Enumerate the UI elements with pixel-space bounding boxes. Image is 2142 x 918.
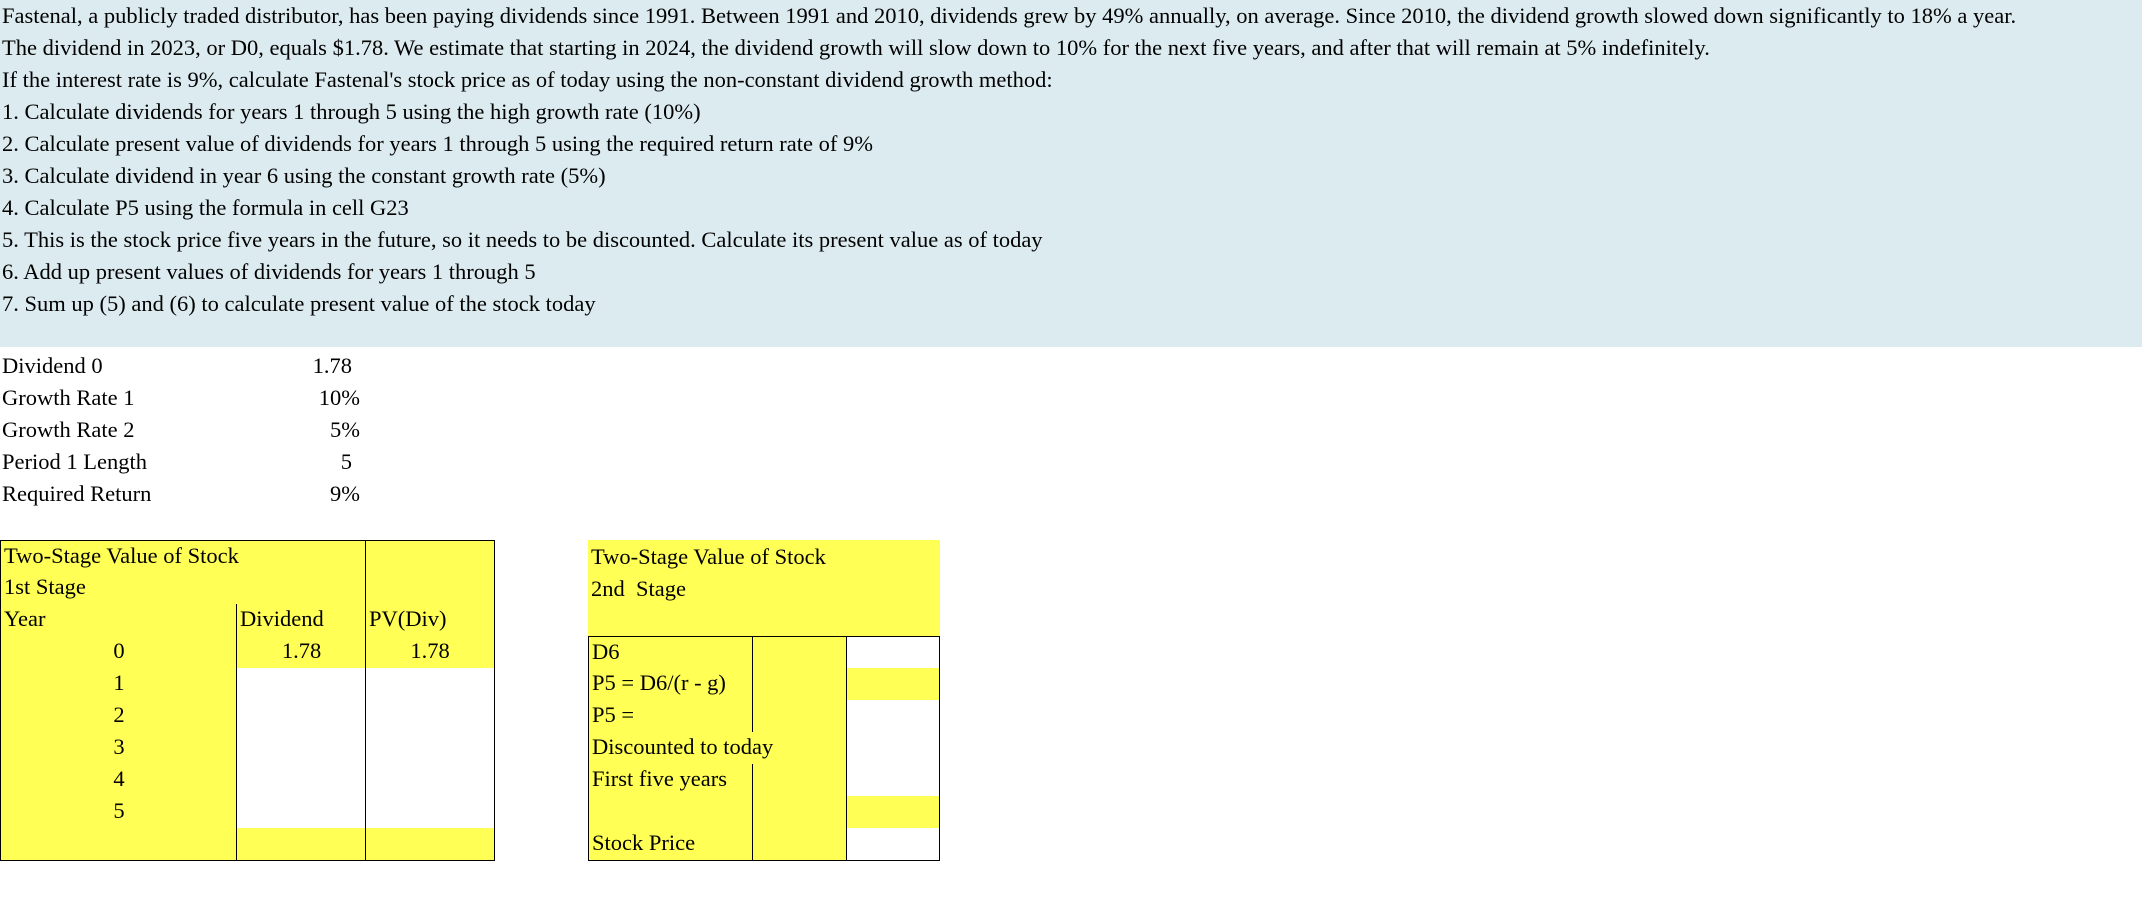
instruction-line: Fastenal, a publicly traded distributor, has been paying dividends since 1991. Between 1991 and 2010, dividends grew by 49% annually, on average. Since 2010, the dividend growth slowed down significantly to 18% a year. bbox=[2, 3, 2017, 28]
stage2-title: Two-Stage Value of Stock bbox=[591, 544, 826, 569]
header-pv-div[interactable]: PV(Div) bbox=[365, 604, 495, 637]
total-dividend-cell[interactable] bbox=[236, 828, 366, 861]
instruction-line: If the interest rate is 9%, calculate Fastenal's stock price as of today using the non-constant dividend growth method: bbox=[2, 67, 1053, 92]
instruction-line: The dividend in 2023, or D0, equals $1.78. We estimate that starting in 2024, the dividend growth will slow down to 10% for the next five years, and after that will remain at 5% indefinitely. bbox=[2, 35, 1710, 60]
instruction-line: 2. Calculate present value of dividends for years 1 through 5 using the required return rate of 9% bbox=[2, 131, 873, 156]
stage1-subtitle-blank-cell[interactable] bbox=[365, 572, 495, 605]
p5-formula-value-cell[interactable] bbox=[846, 668, 940, 701]
dividend-cell[interactable] bbox=[236, 732, 366, 765]
instruction-line: 4. Calculate P5 using the formula in cell G23 bbox=[2, 195, 409, 220]
input-row-dividend0 bbox=[0, 350, 370, 382]
input-row-growth2 bbox=[0, 414, 370, 446]
p5-label[interactable]: P5 = bbox=[588, 700, 753, 733]
instruction-line: 1. Calculate dividends for years 1 through 5 using the high growth rate (10%) bbox=[2, 99, 701, 124]
year-cell[interactable]: 4 bbox=[0, 764, 237, 797]
header-dividend[interactable]: Dividend bbox=[236, 604, 366, 637]
input-label: Period 1 Length bbox=[2, 449, 147, 474]
input-value-cell[interactable]: 1.78 bbox=[312, 353, 352, 378]
total-label-cell[interactable] bbox=[0, 828, 237, 861]
d6-value-cell[interactable] bbox=[846, 636, 940, 669]
dividend-cell[interactable] bbox=[236, 700, 366, 733]
stock-price-label[interactable]: Stock Price bbox=[588, 828, 753, 861]
d6-mid-cell[interactable] bbox=[752, 636, 847, 669]
blank-row-value-cell[interactable] bbox=[846, 796, 940, 829]
input-row-required-return bbox=[0, 478, 370, 510]
stage2-subtitle: 2nd Stage bbox=[591, 576, 686, 601]
input-row-growth1 bbox=[0, 382, 370, 414]
input-label: Dividend 0 bbox=[2, 353, 103, 378]
p5-formula-mid-cell[interactable] bbox=[752, 668, 847, 701]
input-value-cell[interactable]: 10% bbox=[318, 385, 360, 410]
input-value-cell[interactable]: 9% bbox=[330, 481, 360, 506]
d6-label[interactable]: D6 bbox=[588, 636, 753, 669]
year-cell[interactable]: 5 bbox=[0, 796, 237, 829]
discounted-value-cell[interactable] bbox=[846, 732, 940, 765]
blank-row-label[interactable] bbox=[588, 796, 753, 829]
pv-cell[interactable]: 1.78 bbox=[365, 636, 495, 669]
pv-cell[interactable] bbox=[365, 700, 495, 733]
stock-price-mid-cell[interactable] bbox=[752, 828, 847, 861]
input-label: Required Return bbox=[2, 481, 152, 506]
instructions-block bbox=[0, 0, 2142, 347]
input-row-period1 bbox=[0, 446, 370, 478]
first-five-years-value-cell[interactable] bbox=[846, 764, 940, 797]
instruction-line: 3. Calculate dividend in year 6 using the constant growth rate (5%) bbox=[2, 163, 606, 188]
p5-formula-label[interactable]: P5 = D6/(r - g) bbox=[588, 668, 753, 701]
input-label: Growth Rate 2 bbox=[2, 417, 135, 442]
pv-cell[interactable] bbox=[365, 796, 495, 829]
dividend-cell[interactable] bbox=[236, 796, 366, 829]
stage1-title[interactable]: Two-Stage Value of Stock bbox=[0, 540, 365, 573]
p5-mid-cell[interactable] bbox=[752, 700, 847, 733]
p5-value-cell[interactable] bbox=[846, 700, 940, 733]
stage1-title-blank-cell[interactable] bbox=[365, 540, 495, 573]
year-cell[interactable]: 1 bbox=[0, 668, 237, 701]
input-value-cell[interactable]: 5 bbox=[340, 449, 352, 474]
instruction-line: 5. This is the stock price five years in the future, so it needs to be discounted. Calculate its present value as of today bbox=[2, 227, 1043, 252]
year-cell[interactable]: 2 bbox=[0, 700, 237, 733]
header-year[interactable]: Year bbox=[0, 604, 237, 637]
stage2-header[interactable] bbox=[588, 540, 940, 637]
first-five-years-label[interactable]: First five years bbox=[588, 764, 753, 797]
dividend-cell[interactable] bbox=[236, 764, 366, 797]
pv-cell[interactable] bbox=[365, 668, 495, 701]
first-five-years-mid-cell[interactable] bbox=[752, 764, 847, 797]
instruction-line: 6. Add up present values of dividends for years 1 through 5 bbox=[2, 259, 536, 284]
discounted-label[interactable]: Discounted to today bbox=[588, 732, 847, 765]
total-pv-cell[interactable] bbox=[365, 828, 495, 861]
dividend-cell[interactable] bbox=[236, 668, 366, 701]
instruction-line: 7. Sum up (5) and (6) to calculate present value of the stock today bbox=[2, 291, 596, 316]
year-cell[interactable]: 3 bbox=[0, 732, 237, 765]
year-cell[interactable]: 0 bbox=[0, 636, 237, 669]
input-value-cell[interactable]: 5% bbox=[330, 417, 360, 442]
stock-price-value-cell[interactable] bbox=[846, 828, 940, 861]
pv-cell[interactable] bbox=[365, 764, 495, 797]
stage1-subtitle[interactable]: 1st Stage bbox=[0, 572, 365, 605]
blank-row-mid-cell[interactable] bbox=[752, 796, 847, 829]
input-label: Growth Rate 1 bbox=[2, 385, 135, 410]
pv-cell[interactable] bbox=[365, 732, 495, 765]
dividend-cell[interactable]: 1.78 bbox=[236, 636, 366, 669]
